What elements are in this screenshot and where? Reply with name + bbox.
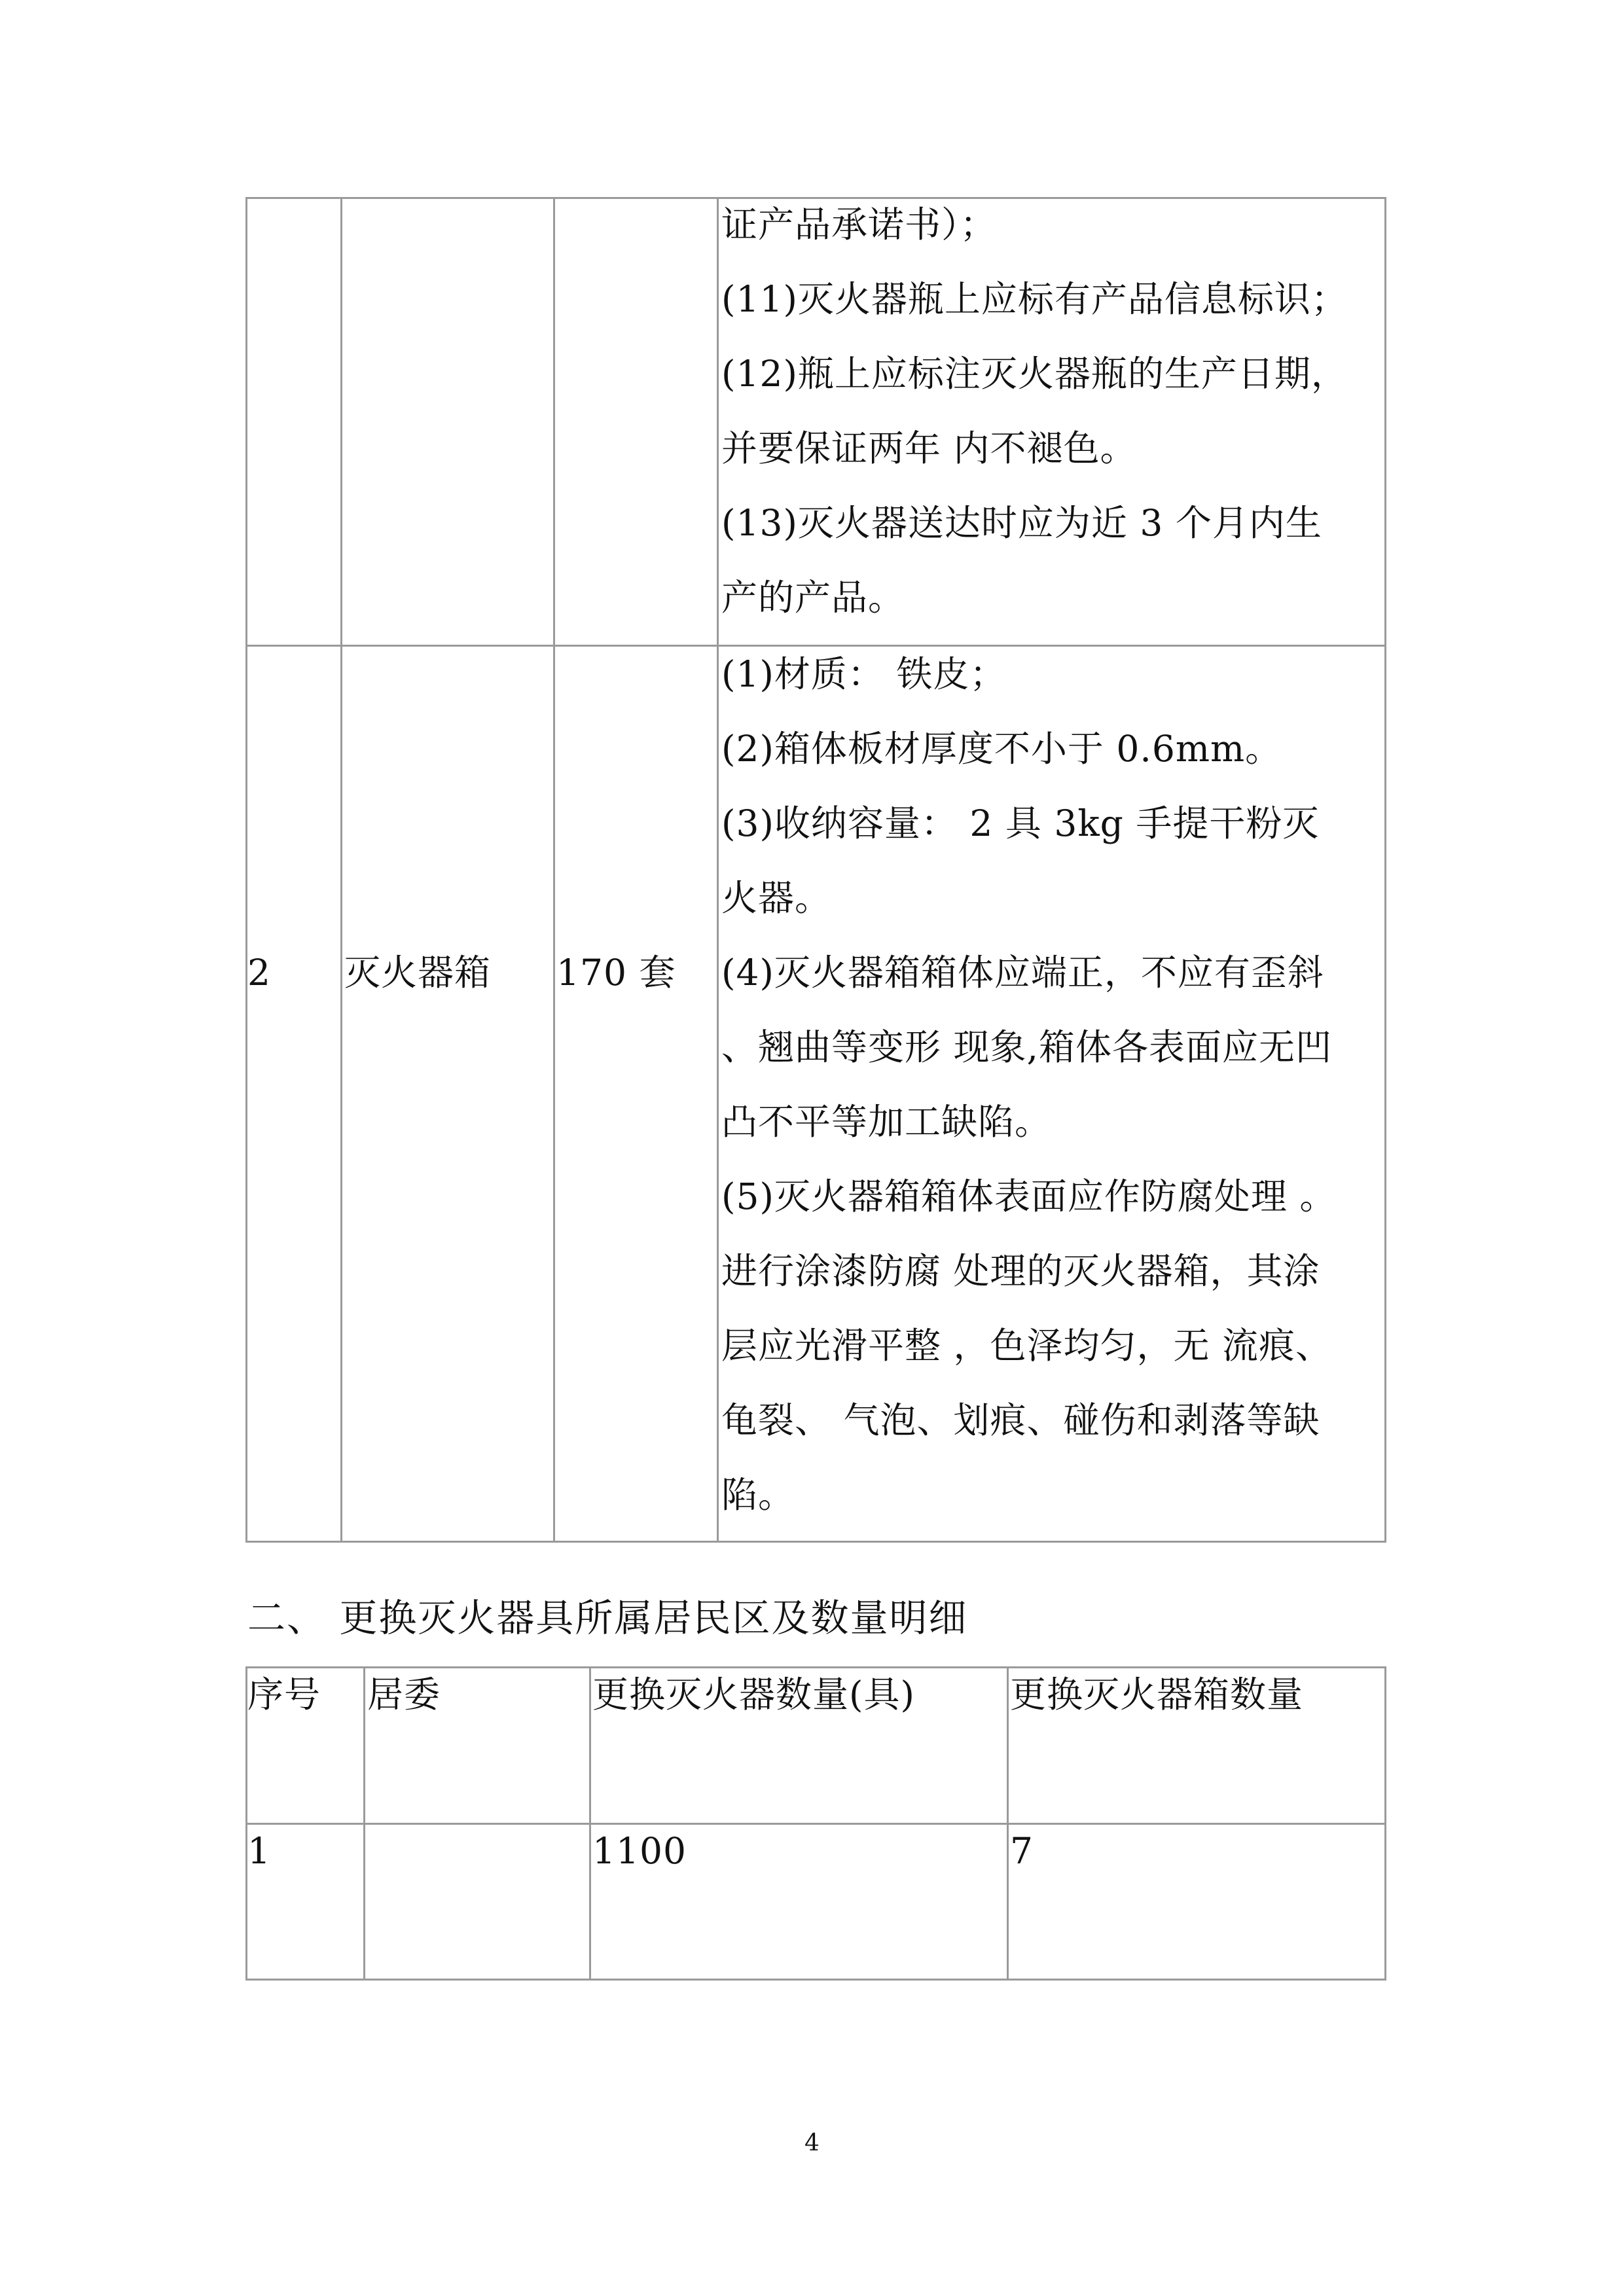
requirement-line: 并要保证两年 内不褪色。 (721, 427, 1137, 469)
requirement-line: 产的产品。 (721, 577, 905, 619)
requirement-line: (3)收纳容量： 2 具 3kg 手提干粉灭 (721, 802, 1320, 844)
quantity-table-col-divider-3 (1007, 1666, 1009, 1981)
requirement-line: 进行涂漆防腐 处理的灭火器箱，其涂 (721, 1250, 1320, 1292)
requirement-line: 龟裂、 气泡、划痕、碰伤和剥落等缺 (721, 1399, 1320, 1441)
table-header-cell: 更换灭火器箱数量 (1010, 1674, 1304, 1715)
table-header-cell: 居委 (367, 1674, 441, 1715)
requirement-line: 、翘曲等变形 现象,箱体各表面应无凹 (721, 1026, 1332, 1068)
table-cell: 7 (1010, 1830, 1034, 1872)
requirement-line: 火器。 (721, 877, 832, 919)
quantity-table-bottom-border (245, 1979, 1386, 1981)
spec-table-col-divider-2 (553, 197, 555, 1543)
section-heading: 二、 更换灭火器具所属居民区及数量明细 (247, 1596, 968, 1640)
spec-table-col-divider-3 (717, 197, 719, 1543)
requirement-line: (4)灭火器箱箱体应端正，不应有歪斜 (721, 952, 1324, 994)
spec-table-col-divider-1 (340, 197, 342, 1543)
requirement-line: (12)瓶上应标注灭火器瓶的生产日期， (721, 353, 1348, 395)
requirement-line: 证产品承诺书）； (721, 204, 997, 245)
requirement-line: (1)材质： 铁皮； (721, 653, 1007, 695)
quantity-table-row-divider (245, 1823, 1386, 1825)
requirement-line: (11)灭火器瓶上应标有产品信息标识； (721, 278, 1348, 320)
spec-table-left-border (245, 197, 247, 1543)
row-index: 2 (247, 952, 271, 994)
quantity-table-col-divider-2 (589, 1666, 591, 1981)
quantity-table-right-border (1384, 1666, 1386, 1981)
spec-table-row-divider (245, 645, 1386, 647)
spec-table-right-border (1384, 197, 1386, 1543)
table-cell: 1100 (592, 1830, 687, 1872)
table-header-cell: 序号 (247, 1674, 321, 1715)
requirement-line: 凸不平等加工缺陷。 (721, 1101, 1052, 1143)
requirement-line: (5)灭火器箱箱体表面应作防腐处理 。 (721, 1175, 1337, 1217)
page-number: 4 (804, 2130, 820, 2157)
item-name: 灭火器箱 (344, 952, 492, 994)
quantity-table-top-border (245, 1666, 1386, 1668)
requirement-line: 陷。 (721, 1474, 795, 1516)
requirement-line: (2)箱体板材厚度不小于 0.6mm。 (721, 728, 1282, 770)
requirement-line: 层应光滑平整 ，色泽均匀，无 流痕、 (721, 1325, 1332, 1367)
spec-table-bottom-border (245, 1541, 1386, 1543)
quantity-table-col-divider-1 (363, 1666, 365, 1981)
table-header-cell: 更换灭火器数量(具) (592, 1674, 915, 1715)
requirement-line: (13)灭火器送达时应为近 3 个月内生 (721, 502, 1322, 544)
item-quantity: 170 套 (556, 952, 676, 994)
spec-table-top-border (245, 197, 1386, 199)
table-cell: 1 (247, 1830, 271, 1872)
